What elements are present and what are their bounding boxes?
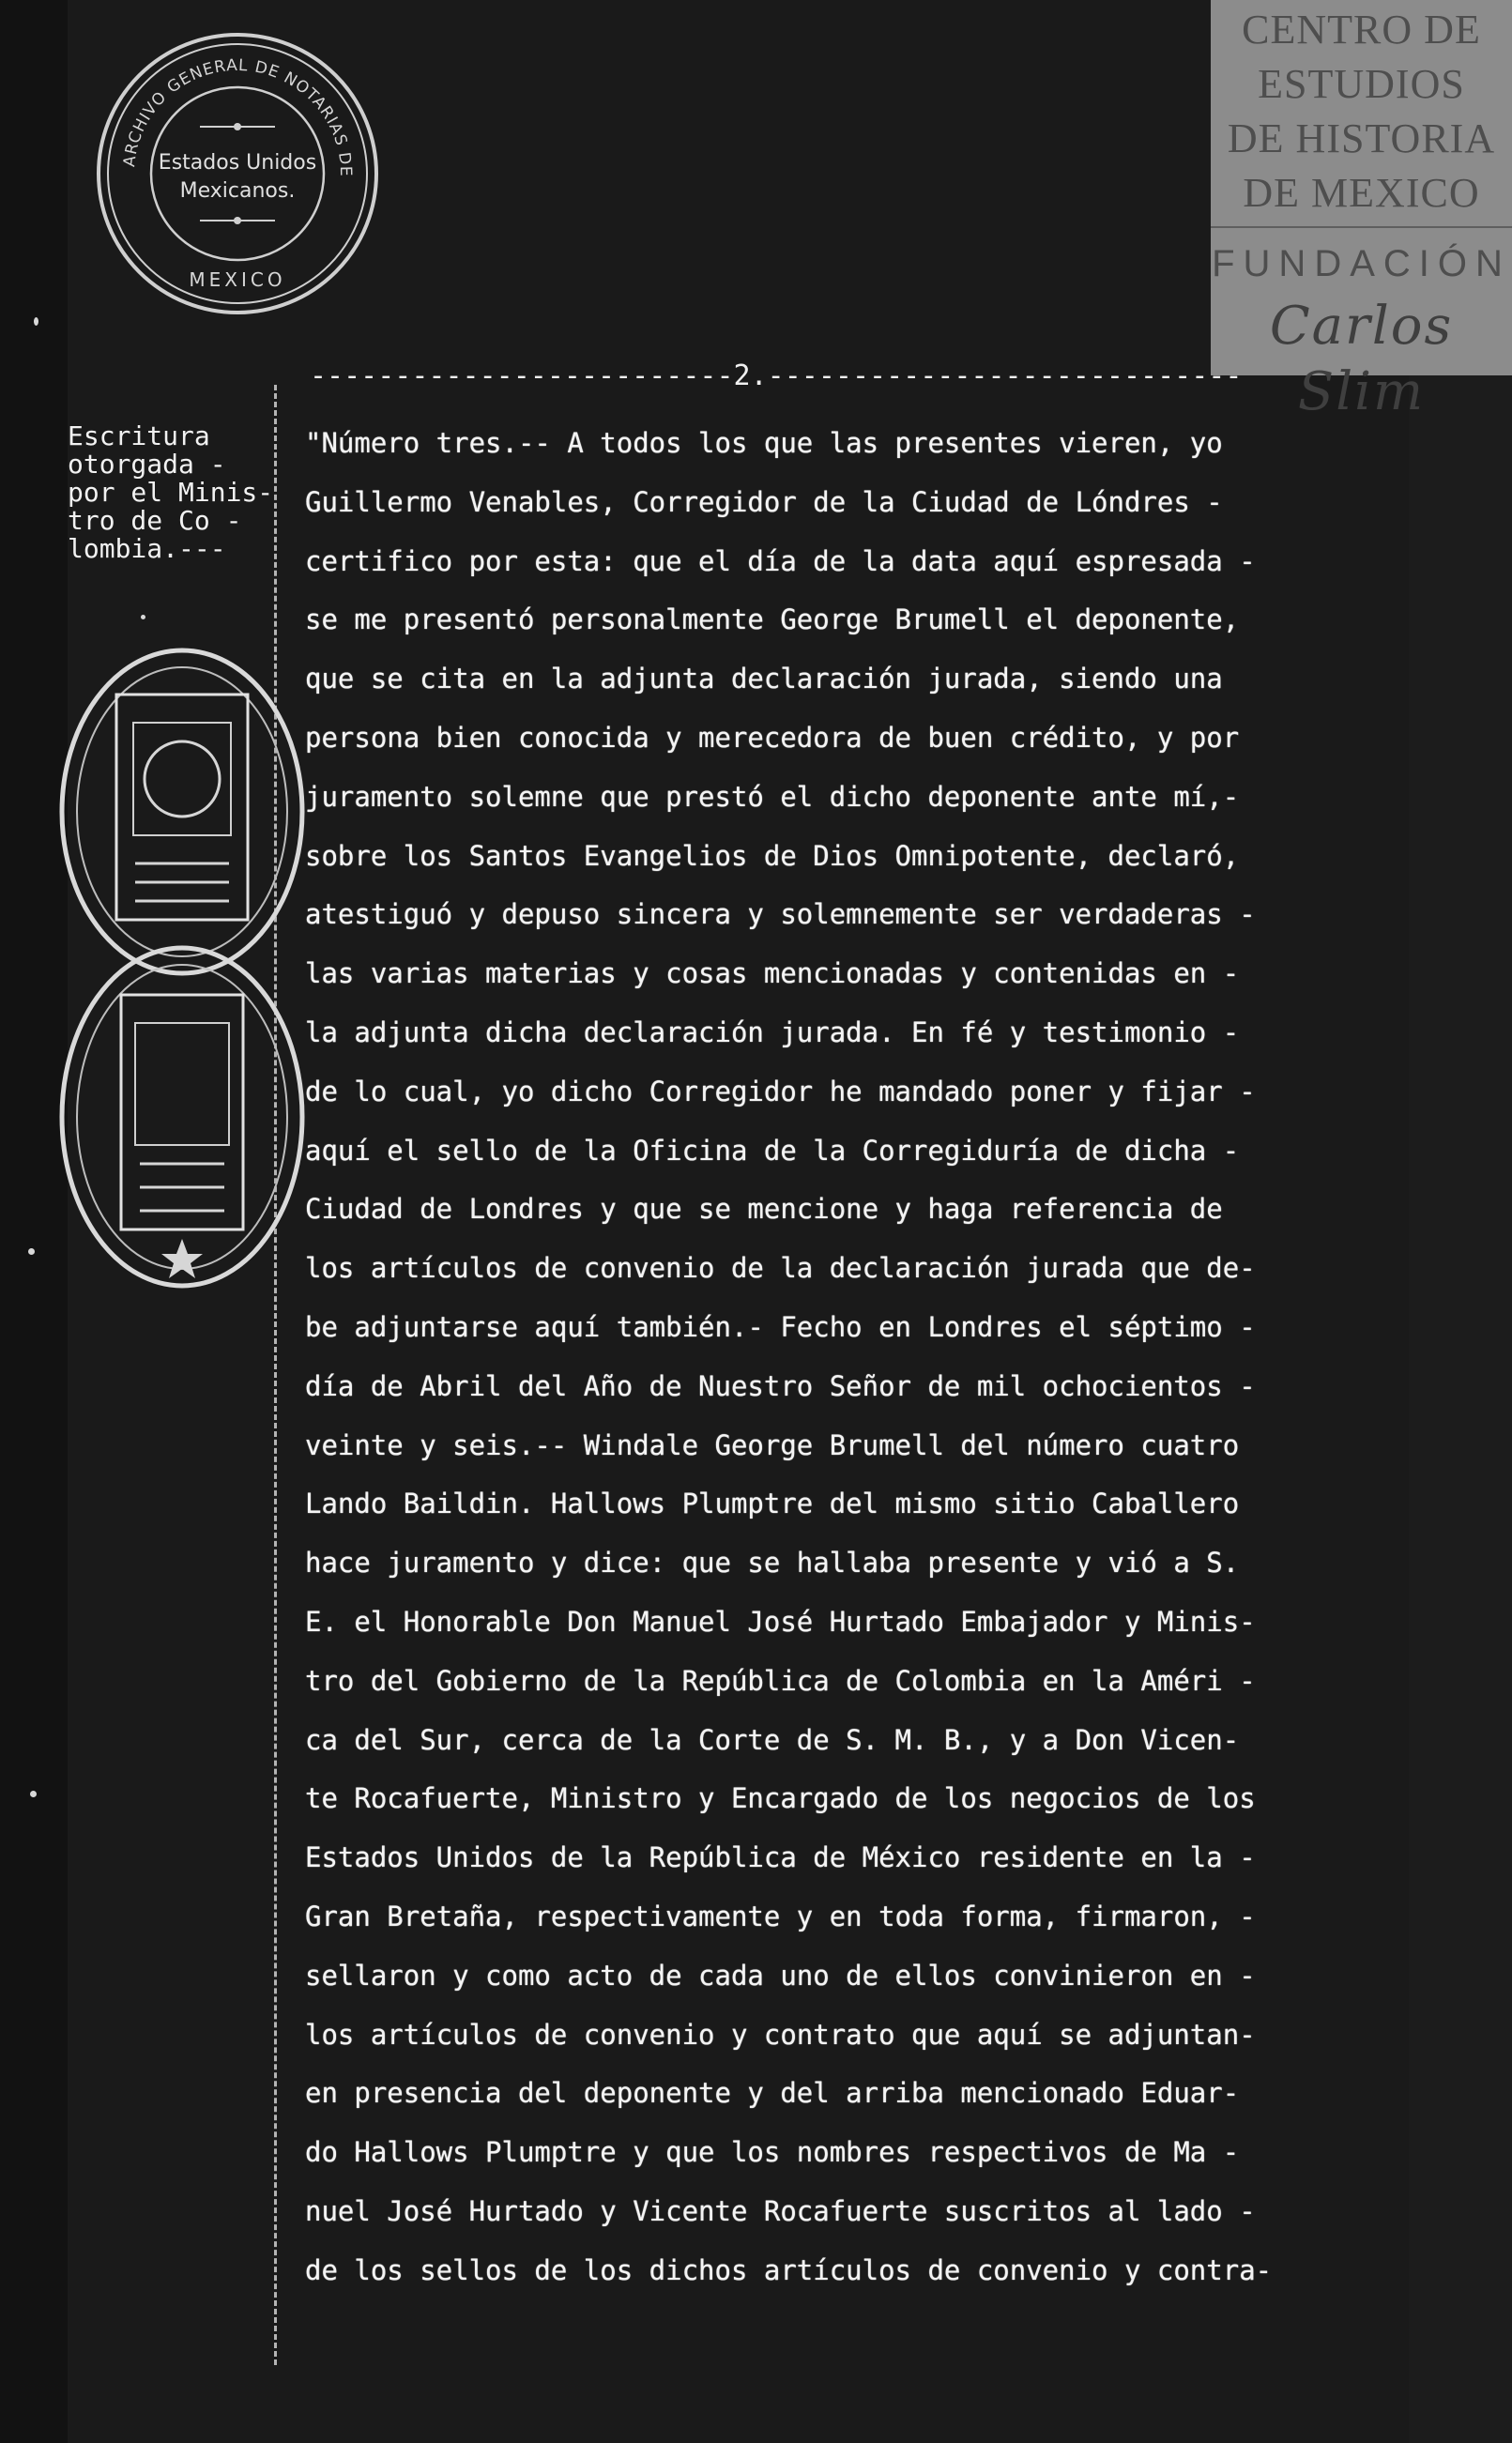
body-line: día de Abril del Año de Nuestro Señor de mil ochocientos - [305,1369,1256,1402]
margin-note: Escritura otorgada - por el Minis- tro de Co - lombia.--- [68,420,274,564]
body-line: Lando Baildin. Hallows Plumptre del mismo sitio Caballero [305,1488,1240,1520]
watermark-signature: Carlos Slim [1269,296,1454,422]
scan-speck [34,317,38,326]
scan-speck [141,615,145,619]
seal-bottom-text: MEXICO [189,268,286,291]
body-line: que se cita en la adjunta declaración jurada, siendo una [305,663,1223,695]
body-line: do Hallows Plumptre y que los nombres respectivos de Ma - [305,2136,1240,2169]
body-line: atestiguó y depuso sincera y solemnemente ser verdaderas - [305,898,1256,931]
document-body [305,424,1375,2311]
body-line: nuel José Hurtado y Vicente Rocafuerte suscritos al lado - [305,2194,1256,2227]
body-line: sobre los Santos Evangelios de Dios Omnipotente, declaró, [305,839,1240,872]
archive-watermark [1211,0,1512,422]
body-line: tro del Gobierno de la República de Colombia en la Améri - [305,1664,1256,1697]
watermark-line-4: DE MEXICO [1243,170,1480,216]
body-line: se me presentó personalmente George Brumell el deponente, [305,603,1240,636]
body-line: los artículos de convenio de la declaración jurada que de- [305,1252,1256,1285]
body-line: te Rocafuerte, Ministro y Encargado de los negocios de los [305,1782,1256,1815]
body-line: persona bien conocida y merecedora de buen crédito, y por [305,721,1240,754]
scan-speck [30,1791,37,1797]
body-line: los artículos de convenio y contrato que aquí se adjuntan- [305,2018,1256,2051]
revenue-stamps [41,638,323,1314]
body-line: veinte y seis.-- Windale George Brumell del número cuatro [305,1428,1240,1461]
watermark-fundacion: FUNDACIÓN [1212,243,1511,284]
watermark-line-3: DE HISTORIA [1227,115,1496,161]
body-line: en presencia del deponente y del arriba mencionado Eduar- [305,2077,1240,2110]
body-line: sellaron y como acto de cada uno de ellos convinieron en - [305,1959,1256,1992]
body-line: be adjuntarse aquí también.- Fecho en Londres el séptimo - [305,1310,1256,1343]
body-line: Guillermo Venables, Corregidor de la Ciudad de Lóndres - [305,485,1223,518]
body-line: Ciudad de Londres y que se mencione y haga referencia de [305,1193,1223,1226]
seal-outer-text: ARCHIVO GENERAL DE NOTARIAS DE [120,55,356,177]
body-line: certifico por esta: que el día de la data aquí espresada - [305,544,1256,577]
body-line: de los sellos de los dichos artículos de convenio y contra- [305,2253,1273,2286]
body-line: E. el Honorable Don Manuel José Hurtado Embajador y Minis- [305,1605,1256,1638]
body-line: ca del Sur, cerca de la Corte de S. M. B., y a Don Vicen- [305,1723,1240,1756]
seal-center-line2: Mexicanos. [179,179,296,203]
notary-seal [92,28,383,319]
body-line: aquí el sello de la Oficina de la Corregiduría de dicha - [305,1134,1240,1167]
body-line: de lo cual, yo dicho Corregidor he mandado poner y fijar - [305,1075,1256,1107]
body-line: Gran Bretaña, respectivamente y en toda forma, firmaron, - [305,1900,1256,1932]
body-line: la adjunta dicha declaración jurada. En fé y testimonio - [305,1015,1240,1048]
page-number-row: -------------------------2.---------------------------- [310,362,1243,390]
body-line: Estados Unidos de la República de México residente en la - [305,1841,1256,1874]
watermark-line-1: CENTRO DE [1242,7,1481,53]
seal-center-line1: Estados Unidos [158,151,317,175]
body-line: "Número tres.-- A todos los que las presentes vieren, yo [305,427,1223,459]
watermark-line-2: ESTUDIOS [1258,61,1465,107]
body-line: hace juramento y dice: que se hallaba presente y vió a S. [305,1547,1240,1580]
body-line: las varias materias y cosas mencionadas y contenidas en - [305,957,1240,990]
watermark-divider [1211,226,1512,228]
body-line: juramento solemne que prestó el dicho deponente ante mí,- [305,780,1240,813]
scan-speck [28,1248,35,1255]
